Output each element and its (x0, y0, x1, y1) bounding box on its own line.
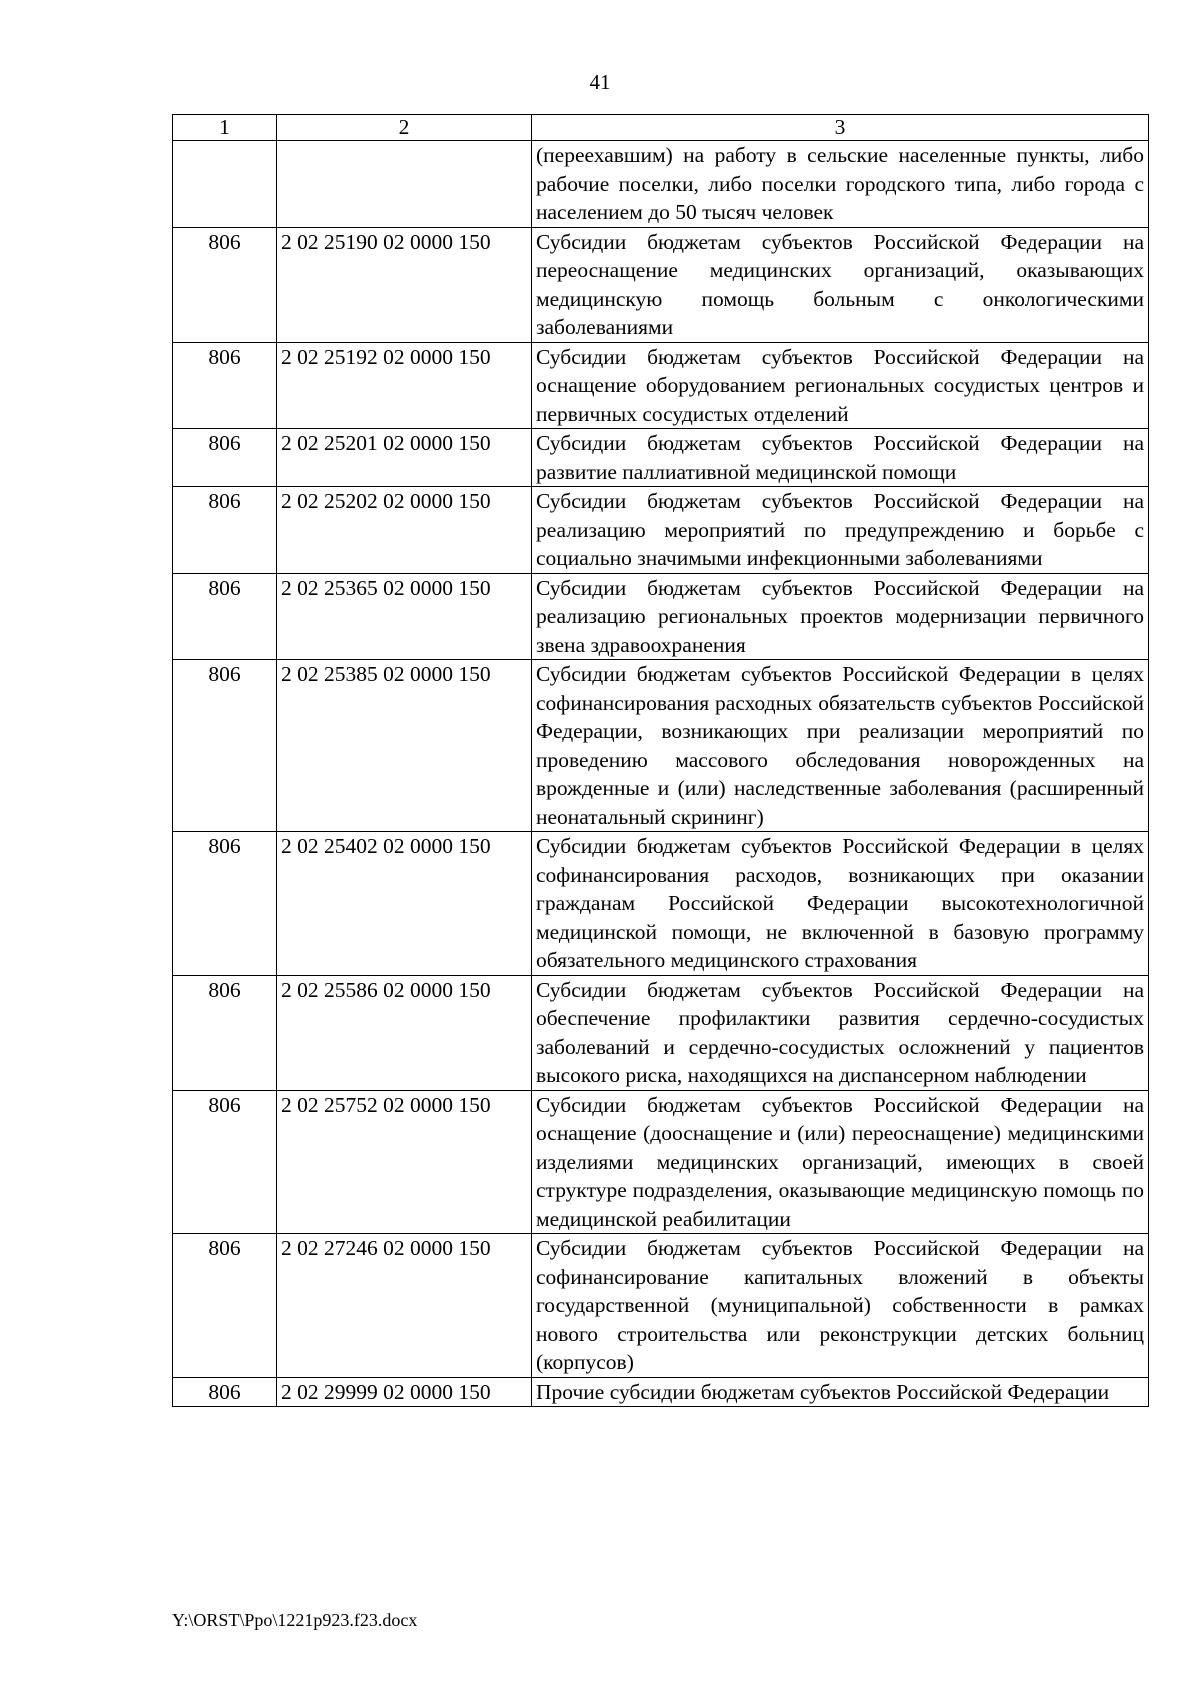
table-header-row (173, 115, 1149, 141)
page-number: 41 (589, 70, 611, 94)
revenue-name-cell: Субсидии бюджетам субъектов Российской Федерации на софинансирование капитальных вложений в объекты государственной (муниципальной) собственности в рамках нового строительства или реконструкции детских больниц (корпусов) (532, 1234, 1149, 1378)
revenue-name-cell: Субсидии бюджетам субъектов Российской Федерации в целях софинансирования расходов, возникающих при оказании гражданам Российской Федерации высокотехнологичной медицинской помощи, не включенной в базовую программу обязательного медицинского страхования (532, 832, 1149, 976)
admin-code-cell: 806 (173, 487, 277, 574)
budget-code-cell: 2 02 25190 02 0000 150 (277, 227, 532, 342)
revenue-name-cell: Субсидии бюджетам субъектов Российской Федерации на реализацию региональных проектов модернизации первичного звена здравоохранения (532, 573, 1149, 660)
admin-code-cell: 806 (173, 975, 277, 1090)
budget-code-cell: 2 02 25385 02 0000 150 (277, 660, 532, 832)
revenue-name-cell: Субсидии бюджетам субъектов Российской Федерации на переоснащение медицинских организаций, оказывающих медицинскую помощь больным с онкологическими заболеваниями (532, 227, 1149, 342)
admin-code-cell: 806 (173, 832, 277, 976)
file-path-footer: Y:\ORST\Ppo\1221p923.f23.docx (172, 1610, 418, 1630)
table-row (173, 141, 1149, 228)
budget-codes-table (172, 114, 1149, 1407)
revenue-name-cell: Субсидии бюджетам субъектов Российской Федерации на развитие паллиативной медицинской помощи (532, 429, 1149, 487)
table-row (173, 487, 1149, 574)
budget-code-cell (277, 141, 532, 228)
column-header-2: 2 (277, 115, 532, 141)
admin-code-cell: 806 (173, 1234, 277, 1378)
table-row (173, 832, 1149, 976)
admin-code-cell: 806 (173, 1090, 277, 1234)
column-header-3: 3 (532, 115, 1149, 141)
revenue-name-cell: Субсидии бюджетам субъектов Российской Федерации на реализацию мероприятий по предупреждению и борьбе с социально значимыми инфекционными заболеваниями (532, 487, 1149, 574)
revenue-name-cell: Прочие субсидии бюджетам субъектов Российской Федерации (532, 1377, 1149, 1407)
table-row (173, 227, 1149, 342)
budget-code-cell: 2 02 25402 02 0000 150 (277, 832, 532, 976)
budget-code-cell: 2 02 25202 02 0000 150 (277, 487, 532, 574)
budget-code-cell: 2 02 29999 02 0000 150 (277, 1377, 532, 1407)
admin-code-cell: 806 (173, 429, 277, 487)
revenue-name-cell: Субсидии бюджетам субъектов Российской Федерации на оснащение (дооснащение и (или) переоснащение) медицинскими изделиями медицинских организаций, имеющих в своей структуре подразделения, оказывающие медицинскую помощь по медицинской реабилитации (532, 1090, 1149, 1234)
revenue-name-cell: Субсидии бюджетам субъектов Российской Федерации в целях софинансирования расходных обязательств субъектов Российской Федерации, возникающих при реализации мероприятий по проведению массового обследования новорожденных на врожденные и (или) наследственные заболевания (расширенный неонатальный скрининг) (532, 660, 1149, 832)
table-row (173, 342, 1149, 429)
table-row (173, 660, 1149, 832)
budget-code-cell: 2 02 27246 02 0000 150 (277, 1234, 532, 1378)
budget-code-cell: 2 02 25192 02 0000 150 (277, 342, 532, 429)
revenue-name-cell: (переехавшим) на работу в сельские населенные пункты, либо рабочие поселки, либо поселки городского типа, либо города с населением до 50 тысяч человек (532, 141, 1149, 228)
table-row (173, 1090, 1149, 1234)
table-row (173, 975, 1149, 1090)
revenue-name-cell: Субсидии бюджетам субъектов Российской Федерации на обеспечение профилактики развития сердечно-сосудистых заболеваний и сердечно-сосудистых осложнений у пациентов высокого риска, находящихся на диспансерном наблюдении (532, 975, 1149, 1090)
admin-code-cell: 806 (173, 1377, 277, 1407)
table-row (173, 429, 1149, 487)
admin-code-cell (173, 141, 277, 228)
budget-code-cell: 2 02 25586 02 0000 150 (277, 975, 532, 1090)
admin-code-cell: 806 (173, 342, 277, 429)
table-row (173, 1377, 1149, 1407)
budget-code-cell: 2 02 25201 02 0000 150 (277, 429, 532, 487)
budget-code-cell: 2 02 25365 02 0000 150 (277, 573, 532, 660)
admin-code-cell: 806 (173, 227, 277, 342)
table-row (173, 1234, 1149, 1378)
admin-code-cell: 806 (173, 573, 277, 660)
admin-code-cell: 806 (173, 660, 277, 832)
table-row (173, 573, 1149, 660)
column-header-1: 1 (173, 115, 277, 141)
budget-code-cell: 2 02 25752 02 0000 150 (277, 1090, 532, 1234)
revenue-name-cell: Субсидии бюджетам субъектов Российской Федерации на оснащение оборудованием региональных сосудистых центров и первичных сосудистых отделений (532, 342, 1149, 429)
